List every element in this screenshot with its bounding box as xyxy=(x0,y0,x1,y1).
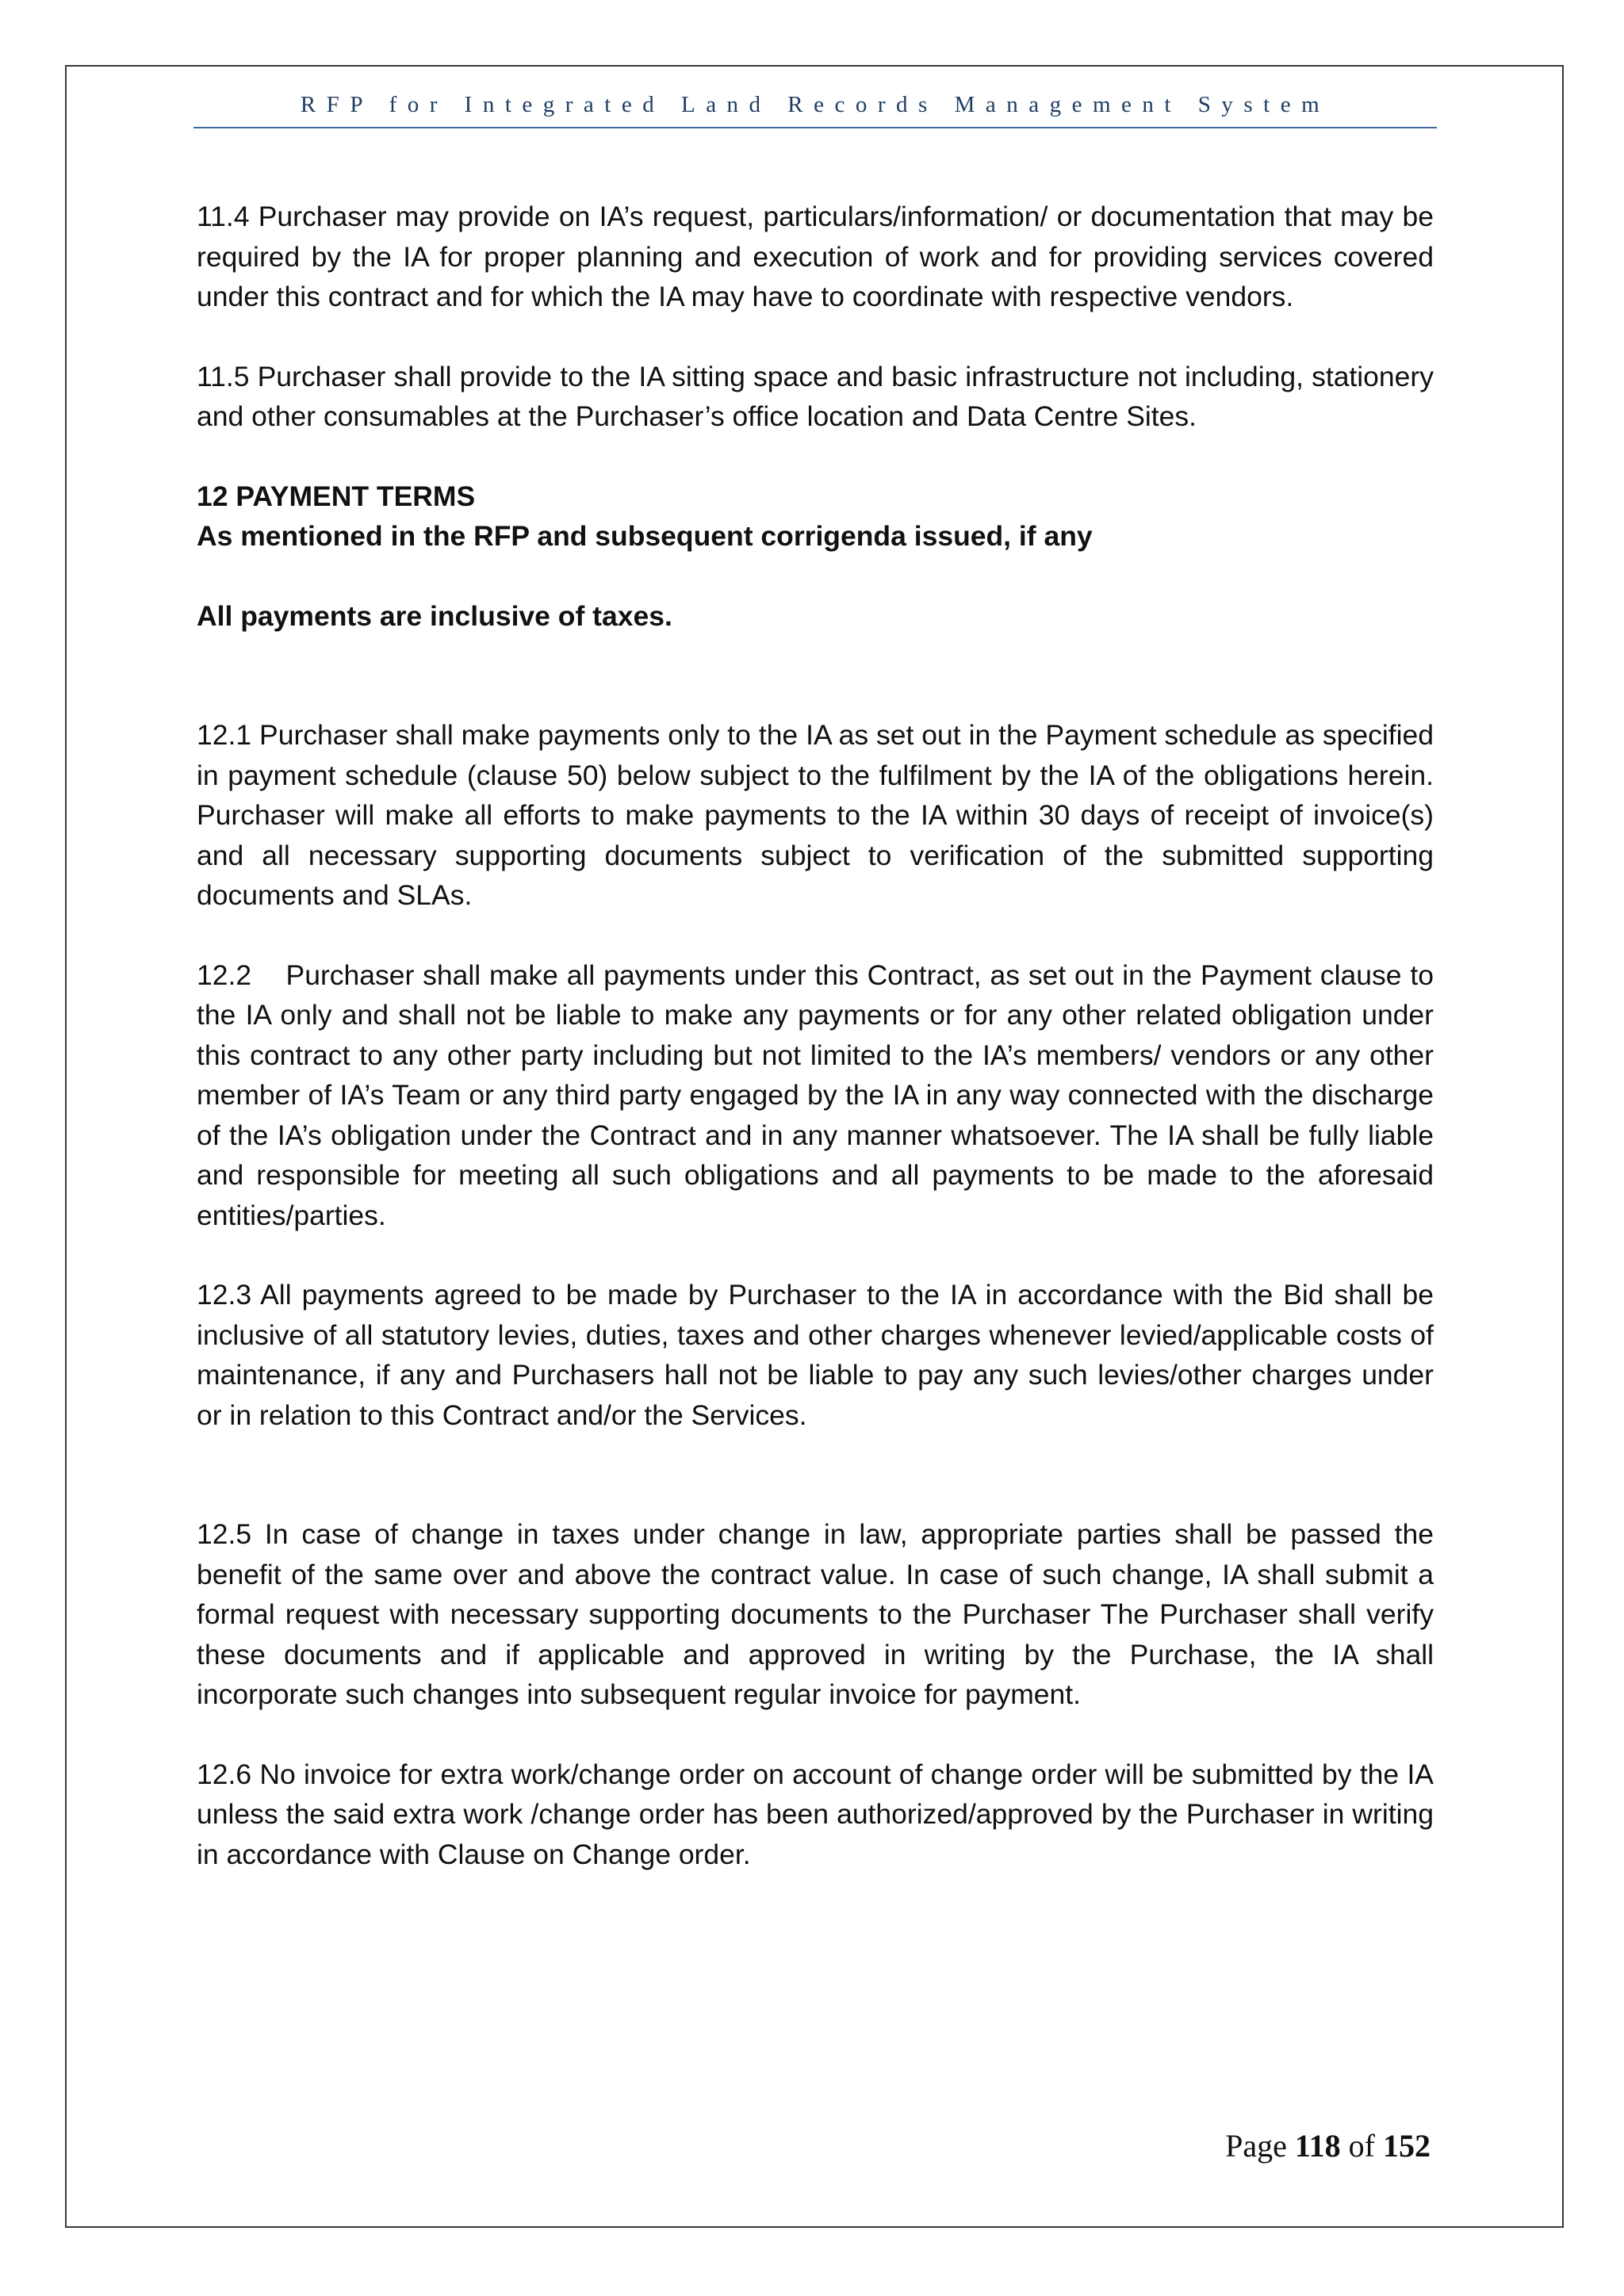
clause-12-2: 12.2 Purchaser shall make all payments under this Contract, as set out in the Payment clause to the IA only and shall not be liable to make any payments or for any other related obligation under this contract to any other party including but not limited to the IA’s members/ vendors or any other member of IA’s Team or any third party engaged by the IA in any way connected with the discharge of the IA’s obligation under the Contract and in any manner whatsoever. The IA shall be fully liable and responsible for meeting all such obligations and all payments to be made to the aforesaid entities/parties. xyxy=(197,959,1434,1231)
clause-12-1: 12.1 Purchaser shall make payments only to the IA as set out in the Payment schedule as specified in payment schedule (clause 50) below subject to the fulfilment by the IA of the obligations herein. Purchaser will make all efforts to make payments to the IA within 30 days of receipt of invoice(s) and all necessary supporting documents subject to verification of the submitted supporting documents and SLAs. xyxy=(197,719,1434,911)
section-12-heading: 12 PAYMENT TERMS xyxy=(197,480,476,512)
running-header: RFP for Integrated Land Records Management System xyxy=(300,92,1331,117)
header-rule xyxy=(193,127,1437,128)
clause-12-3: 12.3 All payments agreed to be made by Purchaser to the IA in accordance with the Bid shall be inclusive of all statutory levies, duties, taxes and other charges whenever levied/applicable costs of maintenance, if any and Purchasers hall not be liable to pay any such levies/other charges under or in relation to this Contract and/or the Services. xyxy=(197,1279,1434,1431)
clause-11-5: 11.5 Purchaser shall provide to the IA sitting space and basic infrastructure not including, stationery and other consumables at the Purchaser’s office location and Data Centre Sites. xyxy=(197,360,1434,432)
clause-12-5: 12.5 In case of change in taxes under change in law, appropriate parties shall be passed the benefit of the same over and above the contract value. In case of such change, IA shall submit a formal request with necessary supporting documents to the Purchaser The Purchaser shall verify these documents and if applicable and approved in writing by the Purchase, the IA shall incorporate such changes into subsequent regular invoice for payment. xyxy=(197,1518,1434,1710)
total-pages-number: 152 xyxy=(1383,2128,1431,2164)
section-12-subheading: As mentioned in the RFP and subsequent corrigenda issued, if any xyxy=(197,520,1093,552)
of-word: of xyxy=(1348,2128,1375,2164)
page-number xyxy=(1225,2127,1431,2164)
clause-12-6: 12.6 No invoice for extra work/change order on account of change order will be submitted by the IA unless the said extra work /change order has been authorized/approved by the Purchaser in writing in accordance with Clause on Change order. xyxy=(197,1758,1434,1870)
current-page-number: 118 xyxy=(1294,2128,1341,2164)
clause-11-4: 11.4 Purchaser may provide on IA’s request, particulars/information/ or documentation that may be required by the IA for proper planning and execution of work and for providing services covered under this contract and for which the IA may have to coordinate with respective vendors. xyxy=(197,201,1434,312)
document-body xyxy=(197,197,1434,1874)
section-12-tax-note: All payments are inclusive of taxes. xyxy=(197,599,672,632)
page-word: Page xyxy=(1225,2128,1287,2164)
